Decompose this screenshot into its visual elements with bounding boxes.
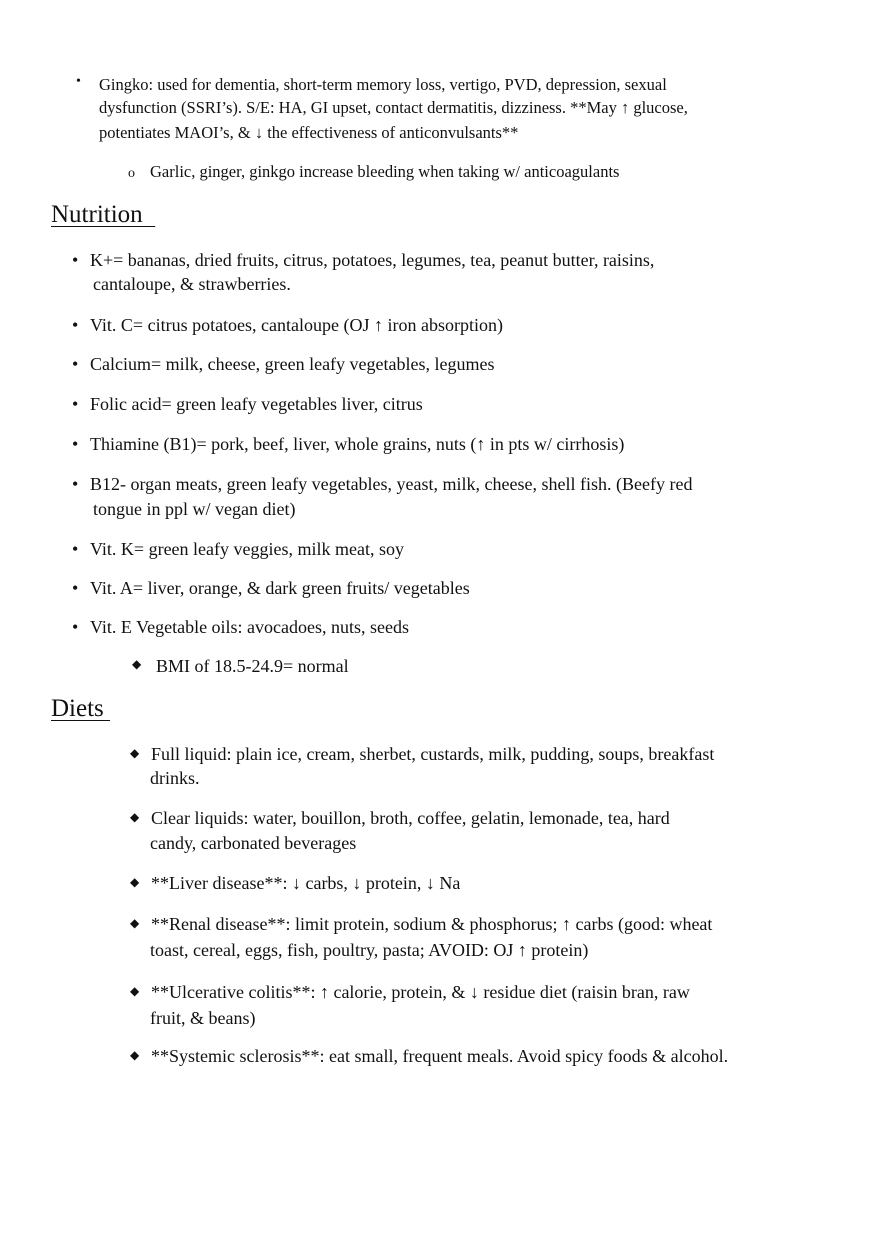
diet-item-clear-liquids-cont: candy, carbonated beverages	[150, 833, 357, 853]
bullet-dot: •	[72, 250, 79, 270]
nutrition-item-vit-e: Vit. E Vegetable oils: avocadoes, nuts, seeds	[90, 617, 410, 637]
ginkgo-sub-item: Garlic, ginger, ginkgo increase bleeding when taking w/ anticoagulants	[150, 162, 620, 181]
nutrition-item-b12: B12- organ meats, green leafy vegetables, yeast, milk, cheese, shell fish. (Beefy red	[90, 474, 693, 494]
bullet-diamond-icon: ◆	[130, 810, 140, 824]
bullet-dot: •	[72, 578, 79, 598]
diet-item-liver-disease: **Liver disease**: ↓ carbs, ↓ protein, ↓ Na	[151, 873, 461, 893]
nutrition-item-potassium-cont: cantaloupe, & strawberries.	[93, 274, 291, 294]
ginkgo-line-1: Gingko: used for dementia, short-term memory loss, vertigo, PVD, depression, sexual	[99, 75, 667, 94]
nutrition-item-vit-c: Vit. C= citrus potatoes, cantaloupe (OJ ↑ iron absorption)	[90, 315, 503, 335]
diet-item-renal-disease: **Renal disease**: limit protein, sodium & phosphorus; ↑ carbs (good: wheat	[151, 914, 713, 934]
diet-item-ulcerative-colitis: **Ulcerative colitis**: ↑ calorie, protein, & ↓ residue diet (raisin bran, raw	[151, 982, 690, 1002]
bullet-dot: •	[72, 474, 79, 494]
diets-heading: Diets	[51, 695, 111, 722]
bullet-diamond-icon: ◆	[130, 875, 140, 889]
nutrition-item-potassium: K+= bananas, dried fruits, citrus, potatoes, legumes, tea, peanut butter, raisins,	[90, 250, 655, 270]
bullet-diamond-icon: ◆	[130, 746, 140, 760]
diet-item-full-liquid: Full liquid: plain ice, cream, sherbet, custards, milk, pudding, soups, breakfast	[151, 744, 715, 764]
bullet-circle: o	[128, 166, 135, 181]
diet-item-systemic-sclerosis: **Systemic sclerosis**: eat small, frequent meals. Avoid spicy foods & alcohol.	[151, 1046, 729, 1066]
nutrition-heading: Nutrition	[51, 201, 156, 228]
bullet-diamond-icon: ◆	[132, 657, 142, 671]
bullet-dot: •	[72, 434, 79, 454]
nutrition-item-b12-cont: tongue in ppl w/ vegan diet)	[93, 499, 296, 519]
nutrition-item-thiamine: Thiamine (B1)= pork, beef, liver, whole grains, nuts (↑ in pts w/ cirrhosis)	[90, 434, 625, 454]
bullet-diamond-icon: ◆	[130, 1048, 140, 1062]
diet-item-full-liquid-cont: drinks.	[150, 768, 200, 788]
diet-item-renal-disease-cont: toast, cereal, eggs, fish, poultry, pasta; AVOID: OJ ↑ protein)	[150, 940, 589, 960]
bullet-dot: •	[76, 74, 81, 89]
ginkgo-line-2: dysfunction (SSRI’s). S/E: HA, GI upset, contact dermatitis, dizziness. **May ↑ glucose,	[99, 98, 688, 117]
bullet-dot: •	[72, 394, 79, 414]
ginkgo-line-3: potentiates MAOI’s, & ↓ the effectiveness of anticonvulsants**	[99, 123, 519, 142]
bullet-dot: •	[72, 354, 79, 374]
nutrition-item-vit-k: Vit. K= green leafy veggies, milk meat, soy	[90, 539, 404, 559]
diet-item-clear-liquids: Clear liquids: water, bouillon, broth, coffee, gelatin, lemonade, tea, hard	[151, 808, 670, 828]
nutrition-item-vit-a: Vit. A= liver, orange, & dark green fruits/ vegetables	[90, 578, 470, 598]
bullet-dot: •	[72, 315, 79, 335]
bullet-dot: •	[72, 539, 79, 559]
bullet-diamond-icon: ◆	[130, 984, 140, 998]
diet-item-ulcerative-colitis-cont: fruit, & beans)	[150, 1008, 256, 1028]
bullet-dot: •	[72, 617, 79, 637]
bullet-diamond-icon: ◆	[130, 916, 140, 930]
nutrition-bmi: BMI of 18.5-24.9= normal	[156, 656, 349, 676]
nutrition-item-calcium: Calcium= milk, cheese, green leafy vegetables, legumes	[90, 354, 495, 374]
nutrition-item-folic-acid: Folic acid= green leafy vegetables liver, citrus	[90, 394, 423, 414]
